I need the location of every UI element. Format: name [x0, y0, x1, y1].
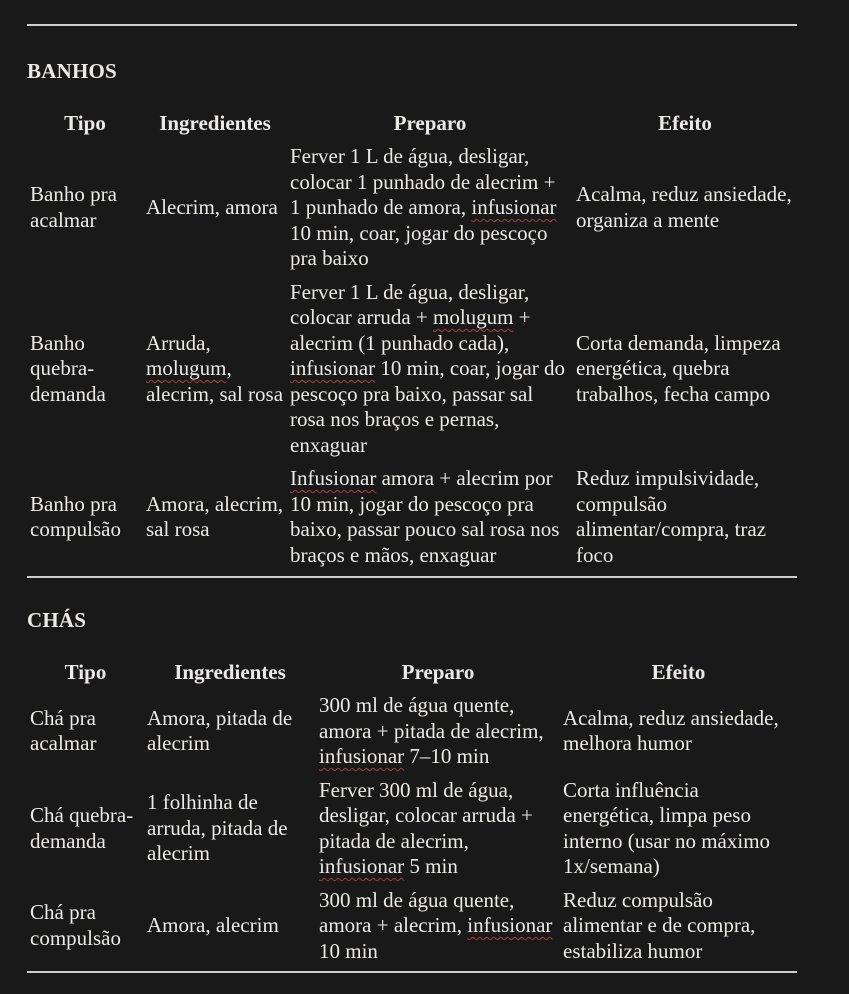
column-header-preparo: Preparo	[401, 659, 475, 684]
table-row	[27, 884, 797, 969]
column-header-efeito: Efeito	[651, 659, 706, 684]
table-cell: Ferver 1 L de água, desligar, colocar arruda + molugum + alecrim (1 punhado cada), infusionar 10 min, coar, jogar do pescoço pra baixo, passar sal rosa nos braços e pernas, enxaguar	[290, 279, 566, 457]
table-row	[27, 689, 797, 774]
column-header-tipo: Tipo	[64, 110, 106, 135]
table-row	[27, 462, 797, 572]
banhos-header-row	[27, 107, 797, 141]
chas-table	[27, 656, 797, 969]
section-title-chas: CHÁS	[27, 608, 87, 632]
table-cell: Ferver 300 ml de água, desligar, colocar arruda + pitada de alecrim, infusionar 5 min	[319, 777, 533, 878]
misspelled-word: infusionar	[471, 195, 557, 219]
column-header-efeito: Efeito	[658, 110, 712, 135]
horizontal-rule-middle	[27, 576, 797, 578]
table-cell: 300 ml de água quente, amora + alecrim, infusionar 10 min	[319, 887, 553, 963]
table-cell: Acalma, reduz ansiedade, melhora humor	[563, 705, 779, 756]
document-page	[27, 24, 797, 973]
table-row	[27, 140, 797, 276]
banhos-table-body	[27, 140, 797, 572]
table-cell: Infusionar amora + alecrim por 10 min, jogar do pescoço pra baixo, passar pouco sal rosa nos braços e mãos, enxaguar	[290, 466, 560, 567]
table-cell: Banho pra compulsão	[30, 491, 121, 541]
misspelled-word: molugum	[146, 356, 227, 380]
column-header-tipo: Tipo	[64, 659, 107, 684]
horizontal-rule-bottom	[27, 971, 797, 973]
table-cell: Banho pra acalmar	[30, 182, 117, 232]
table-cell: Alecrim, amora	[146, 195, 278, 219]
column-header-ingredientes: Ingredientes	[159, 110, 271, 135]
banhos-table	[27, 107, 797, 573]
misspelled-word: molugum	[433, 305, 514, 329]
table-cell: Reduz impulsividade, compulsão alimentar/compra, traz foco	[576, 466, 767, 567]
table-cell: 300 ml de água quente, amora + pitada de alecrim, infusionar 7–10 min	[319, 693, 544, 768]
table-row	[27, 774, 797, 884]
misspelled-word: infusionar	[319, 854, 405, 878]
horizontal-rule-top	[27, 24, 797, 26]
table-cell: Chá pra acalmar	[30, 705, 97, 756]
column-header-ingredientes: Ingredientes	[174, 659, 286, 684]
table-cell: Arruda, molugum, alecrim, sal rosa	[146, 330, 284, 406]
section-chas	[27, 608, 797, 968]
section-banhos	[27, 59, 797, 572]
table-cell: 1 folhinha de arruda, pitada de alecrim	[147, 790, 288, 866]
column-header-preparo: Preparo	[393, 110, 467, 135]
chas-table-body	[27, 689, 797, 968]
table-cell: Chá quebra-demanda	[30, 803, 134, 853]
table-cell: Corta demanda, limpeza energética, quebra trabalhos, fecha campo	[576, 330, 781, 406]
misspelled-word: infusionar	[467, 913, 553, 937]
table-cell: Corta influência energética, limpa peso interno (usar no máximo 1x/semana)	[563, 777, 771, 878]
table-cell: Chá pra compulsão	[30, 900, 121, 950]
table-cell: Amora, alecrim, sal rosa	[146, 491, 284, 541]
table-cell: Reduz compulsão alimentar e de compra, estabiliza humor	[563, 887, 756, 963]
misspelled-word: Infusionar	[290, 466, 377, 490]
table-row	[27, 276, 797, 463]
chas-header-row	[27, 656, 797, 690]
table-cell: Amora, pitada de alecrim	[147, 705, 293, 756]
misspelled-word: infusionar	[290, 356, 376, 380]
section-title-banhos: BANHOS	[27, 59, 117, 83]
misspelled-word: infusionar	[319, 744, 405, 768]
table-cell: Banho quebra-demanda	[30, 330, 106, 406]
table-cell: Ferver 1 L de água, desligar, colocar 1 punhado de alecrim + 1 punhado de amora, infusionar 10 min, coar, jogar do pescoço pra baixo	[290, 144, 557, 270]
table-cell: Acalma, reduz ansiedade, organiza a mente	[576, 182, 792, 232]
table-cell: Amora, alecrim	[147, 913, 279, 937]
